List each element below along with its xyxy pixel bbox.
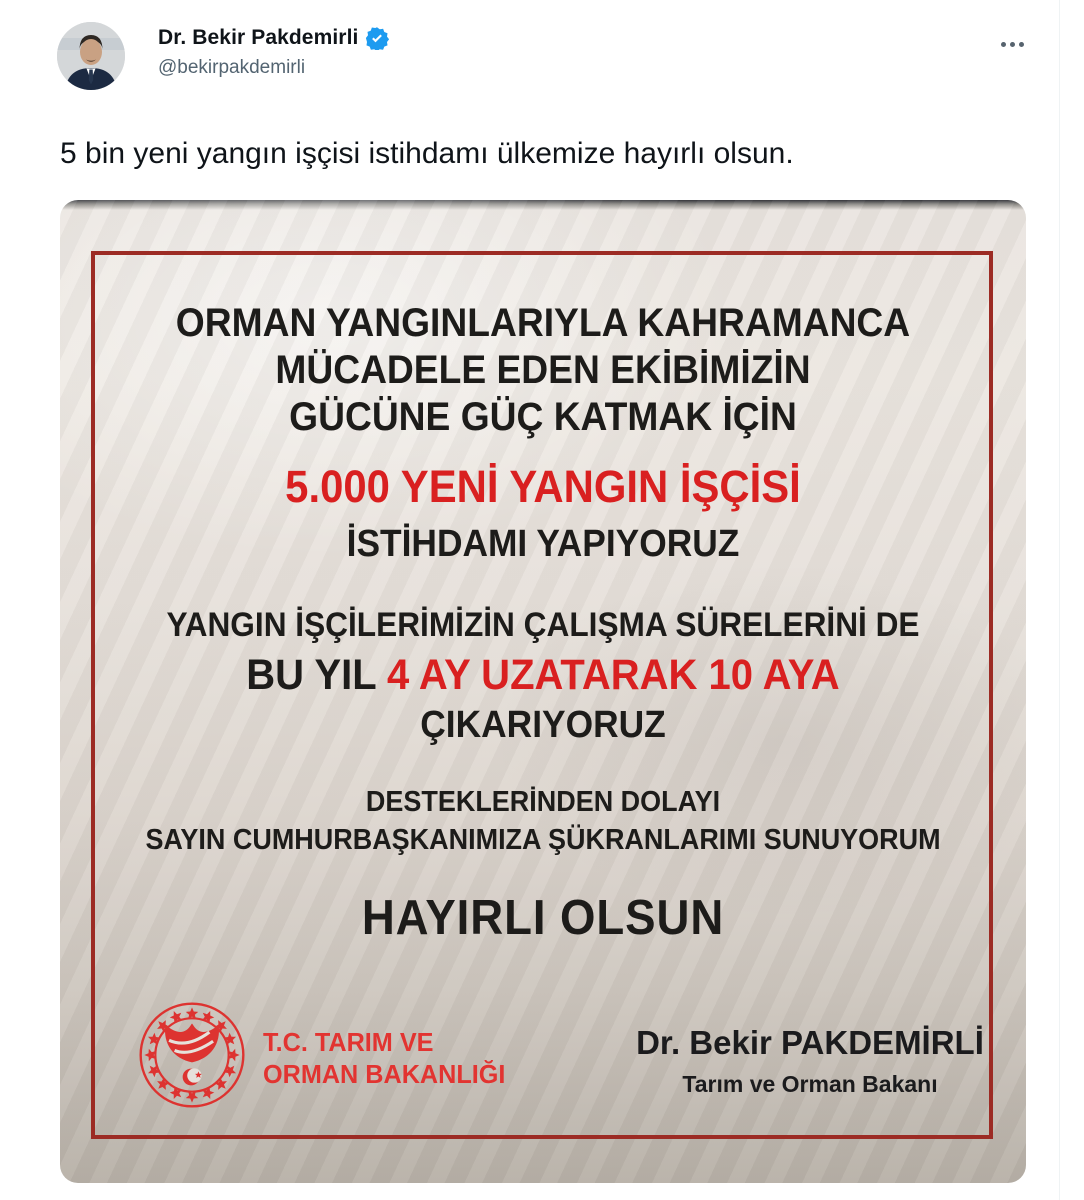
poster-thanks-line-2: SAYIN CUMHURBAŞKANIMIZA ŞÜKRANLARIMI SUNUYORUM <box>145 824 941 856</box>
poster-duration-line-3: ÇIKARIYORUZ <box>420 704 666 746</box>
duration-prefix: BU YIL <box>246 651 388 699</box>
poster-heading <box>60 300 1026 441</box>
avatar[interactable] <box>57 22 125 90</box>
poster-thanks-line-1: DESTEKLERİNDEN DOLAYI <box>365 786 721 818</box>
dot <box>1001 42 1006 47</box>
signature-block <box>580 1024 1026 1098</box>
tweet-header <box>57 22 1044 102</box>
tweet-text: 5 bin yeni yangın işçisi istihdamı ülkemize hayırlı olsun. <box>60 137 794 170</box>
signature-name: Dr. Bekir PAKDEMİRLİ <box>636 1024 984 1061</box>
ministry-name-line-2: ORMAN BAKANLIĞI <box>263 1059 506 1089</box>
dot <box>1010 42 1015 47</box>
author-block <box>158 26 389 79</box>
poster-heading-line-2: MÜCADELE EDEN EKİBİMİZİN <box>275 348 811 392</box>
verified-badge-icon <box>365 26 389 50</box>
poster-duration-line-1: YANGIN İŞÇİLERİMİZİN ÇALIŞMA SÜRELERİNİ DE <box>166 606 920 644</box>
avatar-illustration <box>57 22 125 90</box>
poster-heading-line-1: ORMAN YANGINLARIYLA KAHRAMANCA <box>175 301 911 345</box>
ministry-name <box>263 1026 505 1090</box>
logo-crescent-star-icon <box>183 1068 202 1085</box>
author-handle[interactable]: @bekirpakdemirli <box>158 57 306 78</box>
signature-title: Tarım ve Orman Bakanı <box>682 1071 938 1097</box>
timeline-column-border <box>1059 0 1060 1200</box>
tweet-image-poster[interactable] <box>60 200 1026 1183</box>
ministry-logo-icon <box>137 1000 247 1110</box>
more-options-icon[interactable] <box>995 36 1030 53</box>
poster-heading-line-3: GÜCÜNE GÜÇ KATMAK İÇİN <box>289 395 797 439</box>
poster-duration-line-2 <box>60 651 1026 700</box>
poster-employment-subline: İSTİHDAMI YAPIYORUZ <box>346 523 740 565</box>
author-name: Dr. Bekir Pakdemirli <box>158 26 359 49</box>
poster-thanks <box>60 783 1026 859</box>
ministry-name-line-1: T.C. TARIM VE <box>263 1027 434 1057</box>
dot <box>1019 42 1024 47</box>
poster-employment-highlight: 5.000 YENİ YANGIN İŞÇİSİ <box>285 461 801 512</box>
poster-closing: HAYIRLI OLSUN <box>361 891 725 945</box>
author-row[interactable] <box>158 26 389 50</box>
duration-highlight: 4 AY UZATARAK 10 AYA <box>387 651 840 699</box>
